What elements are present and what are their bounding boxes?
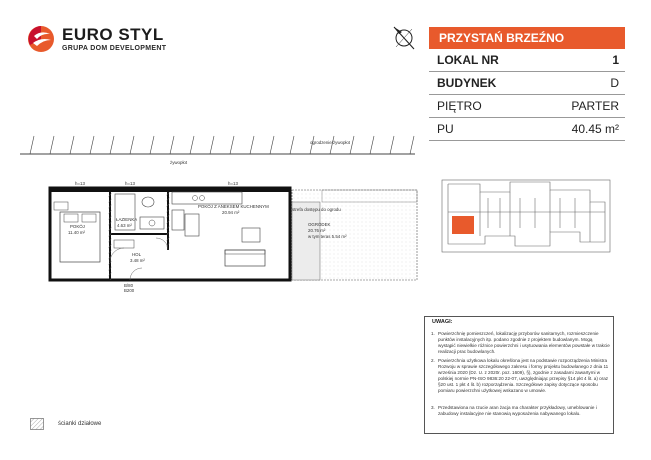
room-name-garden: OGRÓDEK: [308, 222, 331, 227]
note-number: 2.: [431, 358, 435, 363]
info-label: PU: [437, 122, 454, 136]
room-area-living-kitchen: 20.94 m²: [222, 210, 240, 215]
info-value: 1: [612, 53, 619, 67]
room-area-bedroom: 11.40 m²: [68, 230, 86, 235]
room-area-garden: 20.76 m²: [308, 228, 326, 233]
room-name-bathroom: ŁAZIENKA: [116, 217, 138, 222]
info-value: 40.45 m²: [571, 122, 619, 136]
partition-wall-legend-icon: [30, 418, 44, 430]
hedge-label: żywopłot: [170, 160, 188, 165]
info-label: PIĘTRO: [437, 99, 482, 113]
development-title: PRZYSTAŃ BRZEŹNO: [429, 27, 625, 49]
notes-title: UWAGI:: [432, 319, 453, 325]
window-height-label: h=13: [125, 181, 135, 186]
door-label: B200: [124, 288, 135, 293]
legend-label: ścianki działowe: [58, 421, 102, 427]
room-name-bedroom: POKÓJ: [70, 224, 85, 229]
fence-hedge-label: ogrodzenie/żywopłot: [310, 140, 351, 145]
note-text: Powierzchnia użytkowa lokalu określona jest na podstawie rozporządzenia Ministra Rozwoju w sprawie szczegółowego zakresu i formy projektu budowlanego z dnia 11 września 2020 (Dz. U. z 2020r. poz. 1609), §), zgodnie z zasadami zawartymi w polskiej normie PN-ISO 9836:20 22-07, uwzględniając przepisy §14 pkt 4 lit. a) oraz §20 ust. 1 pkt 4 lit. b) rozporządzenia. Szczegółowe zapisy dotyczące sposobu pomiaru powierzchni użytkowej wskazano w umowie.: [438, 358, 609, 393]
garden-access-note: strefa dostępu do ogrodu: [292, 207, 341, 212]
info-value: PARTER: [571, 99, 619, 113]
info-label: LOKAL NR: [437, 53, 499, 67]
note-item: [431, 331, 610, 355]
unit-location-highlight: [452, 216, 474, 234]
terrace-note: w tym teras 5.54 m²: [308, 234, 347, 239]
note-item: [431, 405, 610, 417]
room-area-bathroom: 4.63 m²: [117, 223, 132, 228]
room-name-hall: HOL: [132, 252, 142, 257]
info-row-building: [429, 72, 625, 95]
info-row-floor: [429, 95, 625, 118]
info-value: D: [610, 76, 619, 90]
floor-plan-drawing: [20, 132, 430, 294]
door-label: B/80: [124, 283, 134, 288]
north-compass-icon: [390, 24, 418, 52]
info-row-area: [429, 118, 625, 141]
info-row-unit: [429, 49, 625, 72]
window-height-label: h=13: [75, 181, 85, 186]
room-name-living-kitchen: POKÓJ Z ANEKSEM KUCHENNYM: [198, 204, 269, 209]
brand-name: EURO STYL: [62, 25, 164, 44]
note-text: Przedstawiona na rzucie aran żacja ma charakter przykładowy, umeblowanie i zabudowy instalacyjne nie stanowią wyposażenia nabywanego lokalu.: [438, 405, 597, 416]
note-item: [431, 358, 610, 394]
building-location-plan: [440, 172, 612, 260]
note-number: 3.: [431, 405, 435, 410]
window-height-label: h=13: [228, 181, 238, 186]
info-label: BUDYNEK: [437, 76, 497, 90]
euro-styl-logo-icon: [26, 24, 56, 54]
note-text: Powierzchnię pomieszczeń, lokalizację przyborów sanitarnych, rozmieszczenie punktów instalacyjnych itp. podano zgodnie z projektem budowlanym. Mogą wystąpić niewielkie różnice powierzchni i usytuowania elementów powstałe w trakcie realizacji prac budowlanych.: [438, 331, 610, 354]
brand-subtitle: GRUPA DOM DEVELOPMENT: [62, 45, 167, 52]
room-area-hall: 3.48 m²: [130, 258, 145, 263]
note-number: 1.: [431, 331, 435, 336]
